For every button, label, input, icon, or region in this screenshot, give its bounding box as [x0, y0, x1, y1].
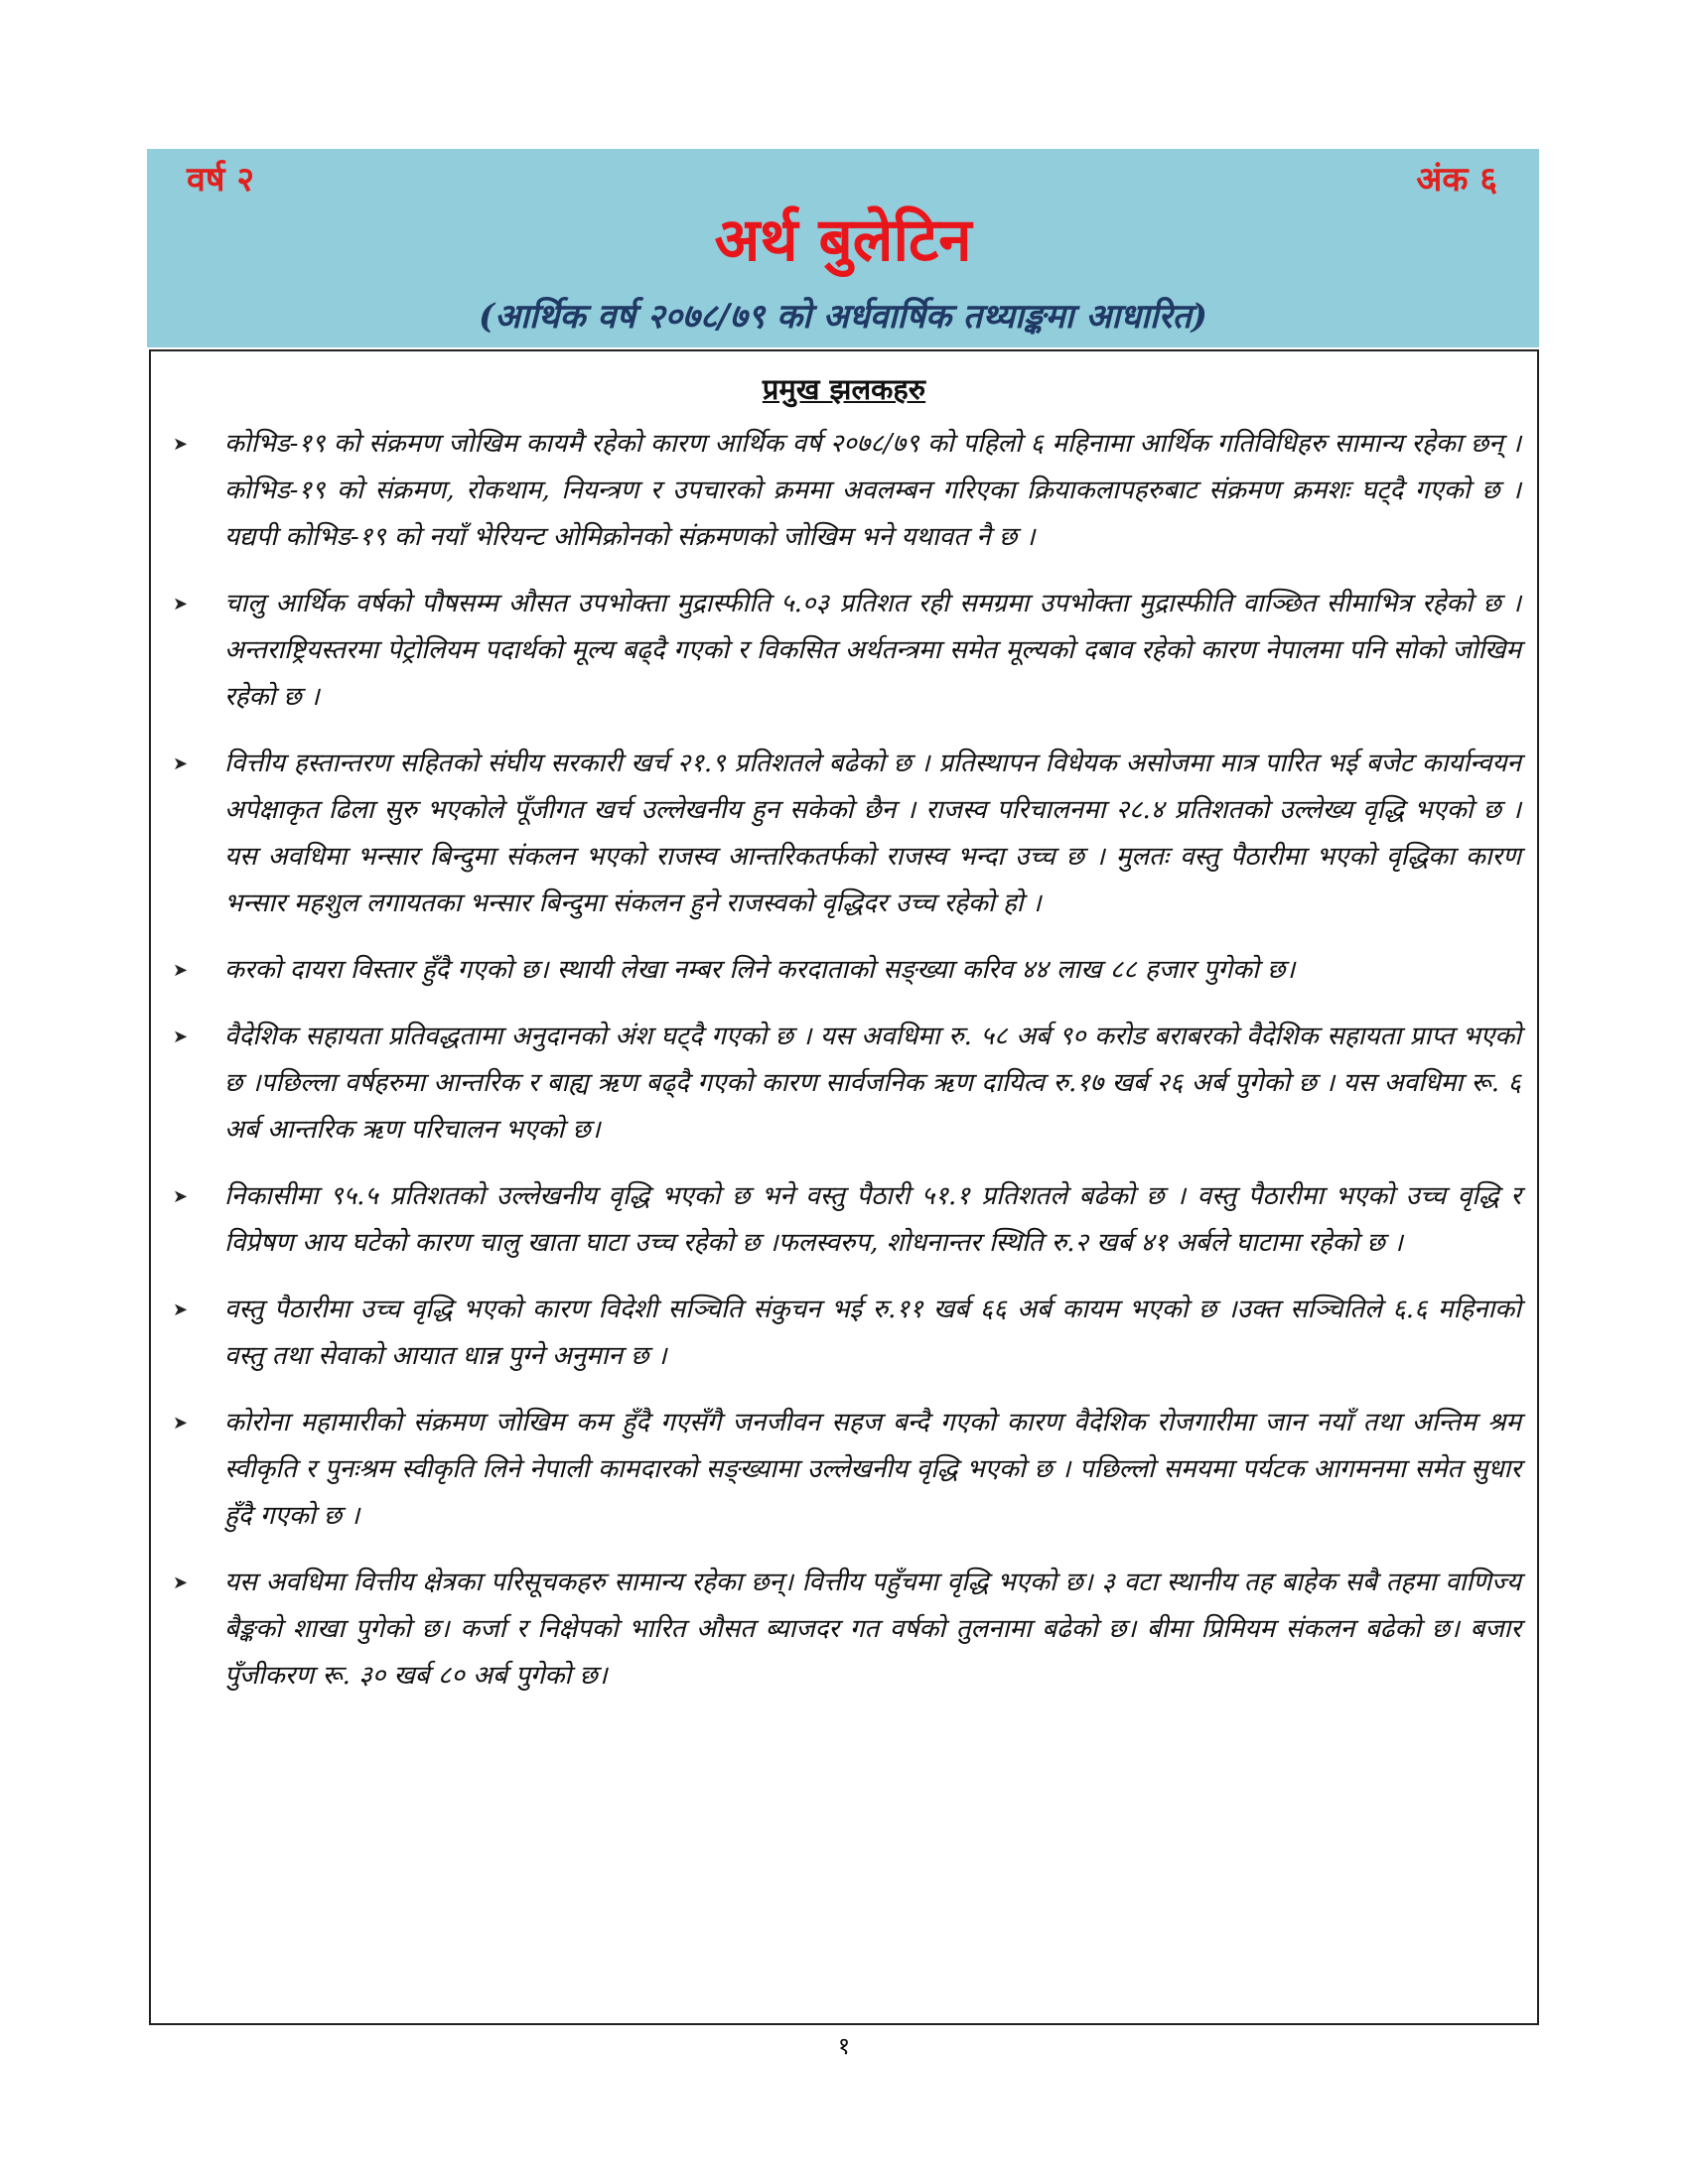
arrowhead-bullet-icon: ➤	[173, 753, 189, 774]
highlights-heading: प्रमुख झलकहरु	[762, 372, 926, 406]
bulletin-title: अर्थ बुलेटिन	[714, 205, 972, 275]
arrowhead-bullet-icon: ➤	[173, 960, 189, 981]
arrowhead-bullet-icon: ➤	[173, 1186, 189, 1207]
bulletin-subtitle: (आर्थिक वर्ष २०७८/७९ को अर्धवार्षिक तथ्याङ्कमा आधारित)	[479, 297, 1207, 337]
arrowhead-bullet-icon: ➤	[173, 1026, 189, 1047]
bullet-text: कोभिड-१९ को संक्रमण जोखिम कायमै रहेको कारण आर्थिक वर्ष २०७८/७९ को पहिलो ६ महिनामा आर्थिक गतिविधिहरु सामान्य रहेका छन् । कोभिड-१९ को संक्रमण, रोकथाम, नियन्त्रण र उपचारको क्रममा अवलम्बन गरिएका क्रियाकलापहरुबाट संक्रमण क्रमशः घट्दै गएको छ । यद्यपी कोभिड-१९ को नयाँ भेरियन्ट ओमिक्रोनको संक्रमणको जोखिम भने यथावत नै छ ।	[224, 429, 1521, 552]
arrowhead-bullet-icon: ➤	[173, 594, 189, 614]
list-item	[151, 741, 1537, 927]
bullet-text: वैदेशिक सहायता प्रतिवद्धतामा अनुदानको अंश घट्दै गएको छ । यस अवधिमा रु. ५८ अर्ब ९० करोड बराबरको वैदेशिक सहायता प्राप्त भएको छ ।पछिल्ला वर्षहरुमा आन्तरिक र बाह्य ऋण बढ्दै गएको कारण सार्वजनिक ऋण दायित्व रु.१७ खर्ब २६ अर्ब पुगेको छ । यस अवधिमा रू. ६ अर्ब आन्तरिक ऋण परिचालन भएको छ।	[224, 1022, 1521, 1145]
highlights-list	[151, 421, 1537, 1719]
list-item	[151, 421, 1537, 561]
page-number: १	[837, 2032, 851, 2060]
list-item	[151, 1560, 1537, 1700]
list-item	[151, 1400, 1537, 1540]
bullet-text: वस्तु पैठारीमा उच्च वृद्धि भएको कारण विदेशी सञ्चिति संकुचन भई रु.११ खर्ब ६६ अर्ब कायम भएको छ ।उक्त सञ्चितिले ६.६ महिनाको वस्तु तथा सेवाको आयात धान्न पुग्ने अनुमान छ ।	[224, 1295, 1521, 1371]
arrowhead-bullet-icon: ➤	[173, 1299, 189, 1320]
arrowhead-bullet-icon: ➤	[173, 1413, 189, 1433]
list-item	[151, 947, 1537, 994]
bullet-text: निकासीमा ९५.५ प्रतिशतको उल्लेखनीय वृद्धि भएको छ भने वस्तु पैठारी ५१.१ प्रतिशतले बढेको छ । वस्तु पैठारीमा भएको उच्च वृद्धि र विप्रेषण आय घटेको कारण चालु खाता घाटा उच्च रहेको छ ।फलस्वरुप, शोधनान्तर स्थिति रु.२ खर्ब ४१ अर्बले घाटामा रहेको छ ।	[224, 1181, 1521, 1258]
volume-year: वर्ष २	[187, 160, 255, 200]
list-item	[151, 581, 1537, 721]
arrowhead-bullet-icon: ➤	[173, 434, 189, 455]
list-item	[151, 1014, 1537, 1154]
bullet-text: करको दायरा विस्तार हुँदै गएको छ। स्थायी लेखा नम्बर लिने करदाताको सङ्ख्या करिव ४४ लाख ८८ हजार पुगेको छ।	[224, 955, 1296, 985]
highlights-box	[149, 349, 1539, 2025]
list-item	[151, 1287, 1537, 1380]
bullet-text: कोरोना महामारीको संक्रमण जोखिम कम हुँदै गएसँगै जनजीवन सहज बन्दै गएको कारण वैदेशिक रोजगारीमा जान नयाँ तथा अन्तिम श्रम स्वीकृति र पुनःश्रम स्वीकृति लिने नेपाली कामदारको सङ्ख्यामा उल्लेखनीय वृद्धि भएको छ । पछिल्लो समयमा पर्यटक आगमनमा समेत सुधार हुँदै गएको छ ।	[224, 1408, 1521, 1531]
bullet-text: वित्तीय हस्तान्तरण सहितको संघीय सरकारी खर्च २१.९ प्रतिशतले बढेको छ । प्रतिस्थापन विधेयक असोजमा मात्र पारित भई बजेट कार्यान्वयन अपेक्षाकृत ढिला सुरु भएकोले पूँजीगत खर्च उल्लेखनीय हुन सकेको छैन । राजस्व परिचालनमा २८.४ प्रतिशतको उल्लेख्य वृद्धि भएको छ । यस अवधिमा भन्सार बिन्दुमा संकलन भएको राजस्व आन्तरिकतर्फको राजस्व भन्दा उच्च छ । मुलतः वस्तु पैठारीमा भएको वृद्धिका कारण भन्सार महशुल लगायतका भन्सार बिन्दुमा संकलन हुने राजस्वको वृद्धिदर उच्च रहेको हो ।	[224, 749, 1521, 918]
bullet-text: चालु आर्थिक वर्षको पौषसम्म औसत उपभोक्ता मुद्रास्फीति ५.०३ प्रतिशत रही समग्रमा उपभोक्ता मुद्रास्फीति वाञ्छित सीमाभित्र रहेको छ । अन्तराष्ट्रियस्तरमा पेट्रोलियम पदार्थको मूल्य बढ्दै गएको र विकसित अर्थतन्त्रमा समेत मूल्यको दबाव रहेको कारण नेपालमा पनि सोको जोखिम रहेको छ ।	[224, 589, 1521, 712]
list-item	[151, 1173, 1537, 1267]
issue-number: अंक ६	[1416, 160, 1497, 200]
bulletin-header	[147, 149, 1539, 347]
bullet-text: यस अवधिमा वित्तीय क्षेत्रका परिसूचकहरु सामान्य रहेका छन्। वित्तीय पहुँचमा वृद्धि भएको छ। ३ वटा स्थानीय तह बाहेक सबै तहमा वाणिज्य बैङ्कको शाखा पुगेको छ। कर्जा र निक्षेपको भारित औसत ब्याजदर गत वर्षको तुलनामा बढेको छ। बीमा प्रिमियम संकलन बढेको छ। बजार पुँजीकरण रू. ३० खर्ब ८० अर्ब पुगेको छ।	[224, 1568, 1521, 1691]
arrowhead-bullet-icon: ➤	[173, 1572, 189, 1593]
